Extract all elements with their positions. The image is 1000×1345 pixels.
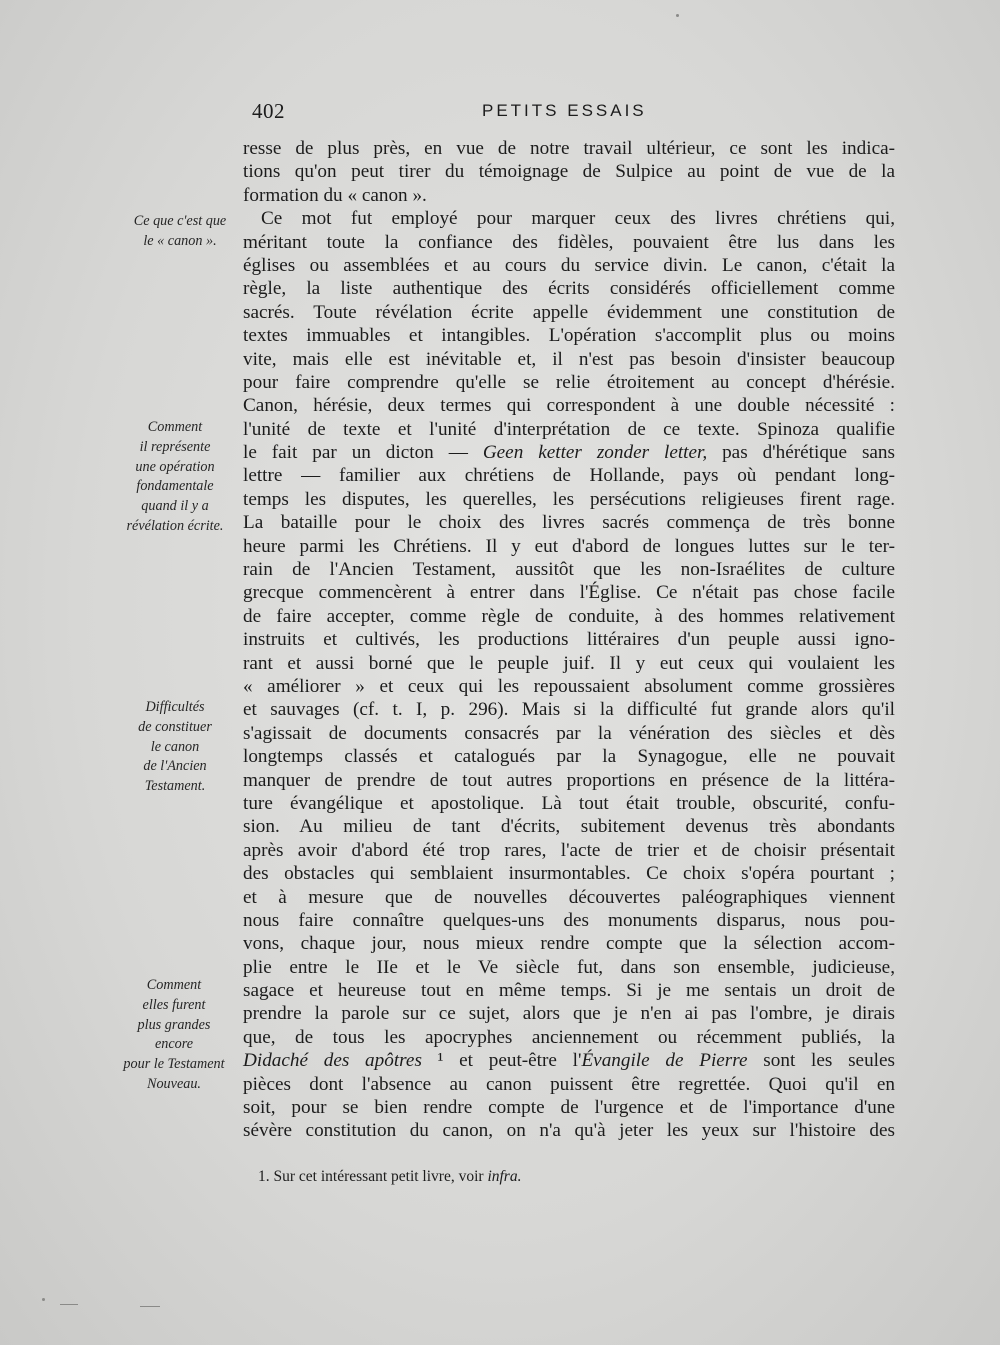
margin-note-nouveau-testament <box>106 976 242 1095</box>
margin-note-line: Comment <box>147 419 203 435</box>
text-line: resse de plus près, en vue de notre travail ultérieur, ce sont les indica- <box>243 138 895 159</box>
text-line: manquer de prendre de tout autres proportions en présence de la littéra- <box>243 769 895 791</box>
text-line: règle, la liste authentique des écrits considérés officiellement comme <box>243 278 895 300</box>
footnote-marker: 1. <box>258 1168 270 1185</box>
margin-note-ancien-testament <box>116 698 234 797</box>
margin-note-line: encore <box>154 1036 194 1053</box>
text-line: textes immuables et intangibles. L'opération s'accomplit plus ou moins <box>243 325 895 347</box>
text-line: sacrés. Toute révélation écrite appelle évidemment une constitution de <box>243 301 895 323</box>
margin-note-operation <box>112 418 238 537</box>
text-line: lettre — familier aux chrétiens de Hollande, pays où pendant long- <box>243 465 895 487</box>
text-line: plie entre le IIe et le Ve siècle fut, dans son ensemble, judicieuse, <box>243 956 895 978</box>
text-line: et sauvages (cf. t. I, p. 296). Mais si la difficulté fut grande alors qu'il <box>243 699 895 721</box>
text-line: heure parmi les Chrétiens. Il y eut d'abord de longues luttes sur le ter- <box>243 535 895 557</box>
footnote-italic: infra. <box>487 1168 522 1185</box>
text-line: Canon, hérésie, deux termes qui correspondent à une double nécessité : <box>243 395 895 417</box>
text-line: méritant toute la confiance des fidèles, pouvaient être lus dans les <box>243 231 895 253</box>
text-line: grecque commencèrent à entrer dans l'Église. Ce n'était pas chose facile <box>243 582 895 604</box>
text-line: rant et aussi borné que le peuple juif. Il y eut ceux qui voulaient les <box>243 652 895 674</box>
margin-note-line: le canon <box>150 738 200 755</box>
text-line: soit, pour se bien rendre compte de l'urgence et de l'importance d'une <box>243 1097 895 1119</box>
text-line: vons, chaque jour, nous mieux rendre compte que la sélection accom- <box>243 933 895 955</box>
text-segment: pas d'hérétique sans <box>707 442 895 464</box>
margin-note-line: une opération <box>135 458 215 475</box>
footnote-text: Sur cet intéressant petit livre, voir <box>269 1168 488 1185</box>
margin-note-line: plus grandes <box>137 1016 211 1033</box>
text-line: instruits et cultivés, les productions littéraires d'un peuple aussi igno- <box>243 629 895 651</box>
margin-note-line: pour le Testament <box>123 1056 225 1073</box>
text-segment: sont les seules <box>747 1050 895 1072</box>
page-number: 402 <box>252 99 285 123</box>
italic-dicton: Geen ketter zonder letter, <box>482 442 708 464</box>
text-line: sagace et heureuse tout en même temps. Si je me sentais un droit de <box>243 980 895 1002</box>
margin-note-line: Ce que c'est que <box>133 213 227 229</box>
text-line: des obstacles qui semblaient insurmontables. Ce choix s'opéra pourtant ; <box>243 863 895 885</box>
text-line: prendre la parole sur ce sujet, alors que je n'en ai pas l'ombre, je dirais <box>243 1003 895 1025</box>
running-title: PETITS ESSAIS <box>482 101 647 120</box>
text-line: pour faire comprendre qu'elle se relie étroitement au concept d'hérésie. <box>243 371 895 393</box>
scan-speck <box>140 1306 160 1307</box>
scan-speck <box>60 1304 78 1305</box>
scan-speck <box>676 14 679 17</box>
page-header <box>252 99 892 129</box>
margin-note-line: le « canon ». <box>143 232 217 249</box>
body-text <box>243 137 895 1143</box>
text-line: nous faire connaître quelques-uns des monuments disparus, nous pou- <box>243 909 895 931</box>
text-line: pièces dont l'absence au canon puissent être regrettée. Quoi qu'il en <box>243 1073 895 1095</box>
margin-note-line: Difficultés <box>145 699 205 715</box>
text-line <box>243 441 895 464</box>
text-line: de faire accepter, comme règle de conduite, à des hommes relativement <box>243 605 895 627</box>
margin-note-line: de constituer <box>138 718 212 735</box>
italic-didache: Didaché des apôtres <box>243 1050 422 1072</box>
text-line: vite, mais elle est inévitable et, il n'est pas besoin d'insister beaucoup <box>243 348 895 370</box>
text-line: « améliorer » et ceux qui les repoussaient absolument comme grossières <box>243 675 895 697</box>
margin-note-line: Testament. <box>144 778 206 795</box>
text-line: églises ou assemblées et au cours du service divin. Le canon, c'était la <box>243 254 895 276</box>
italic-evangile: Évangile de Pierre <box>581 1050 748 1072</box>
margin-note-line: fondamentale <box>136 478 214 495</box>
footnote <box>258 1167 521 1187</box>
margin-note-line: de l'Ancien <box>143 758 207 775</box>
margin-note-line: il représente <box>139 438 211 455</box>
text-line: sion. Au milieu de tant d'écrits, subitement devenus très abondants <box>243 816 895 838</box>
text-line: Ce mot fut employé pour marquer ceux des livres chrétiens qui, <box>261 208 895 230</box>
text-line: rain de l'Ancien Testament, aussitôt que les non-Israélites de culture <box>243 559 895 581</box>
text-line: ture évangélique et apostolique. Là tout était trouble, obscurité, confu- <box>243 792 895 814</box>
text-line: sévère constitution du canon, on n'a qu'à jeter les yeux sur l'histoire des <box>243 1120 895 1142</box>
text-line: l'unité de texte et l'unité d'interprétation de ce texte. Spinoza qualifie <box>243 418 895 440</box>
text-line: que, de tous les apocryphes anciennement ou récemment publiés, la <box>243 1026 895 1048</box>
text-line: temps les disputes, les querelles, les persécutions religieuses firent rage. <box>243 488 895 510</box>
text-line: et à mesure que de nouvelles découvertes paléographiques viennent <box>243 886 895 908</box>
margin-note-canon <box>120 212 240 252</box>
text-line: tions qu'on peut tirer du témoignage de Sulpice au point de vue de la <box>243 161 895 183</box>
text-segment: le fait par un dicton — <box>243 442 483 464</box>
text-line: s'agissait de documents consacrés par la vénération des siècles et dès <box>243 722 895 744</box>
scan-speck <box>42 1298 45 1301</box>
text-segment: ¹ et peut-être l' <box>421 1050 582 1072</box>
text-line <box>243 1049 895 1072</box>
margin-note-line: révélation écrite. <box>126 517 224 534</box>
margin-note-line: Comment <box>146 977 202 993</box>
text-line: formation du « canon ». <box>243 184 427 206</box>
margin-note-line: quand il y a <box>141 498 209 515</box>
text-line: longtemps classés et catalogués par la Synagogue, elle ne pouvait <box>243 746 895 768</box>
text-line: La bataille pour le choix des livres sacrés commença de très bonne <box>243 512 895 534</box>
text-line: après avoir d'abord été trop rares, l'acte de trier et de choisir présentait <box>243 839 895 861</box>
margin-note-line: elles furent <box>142 996 206 1013</box>
margin-note-line: Nouveau. <box>147 1075 201 1092</box>
